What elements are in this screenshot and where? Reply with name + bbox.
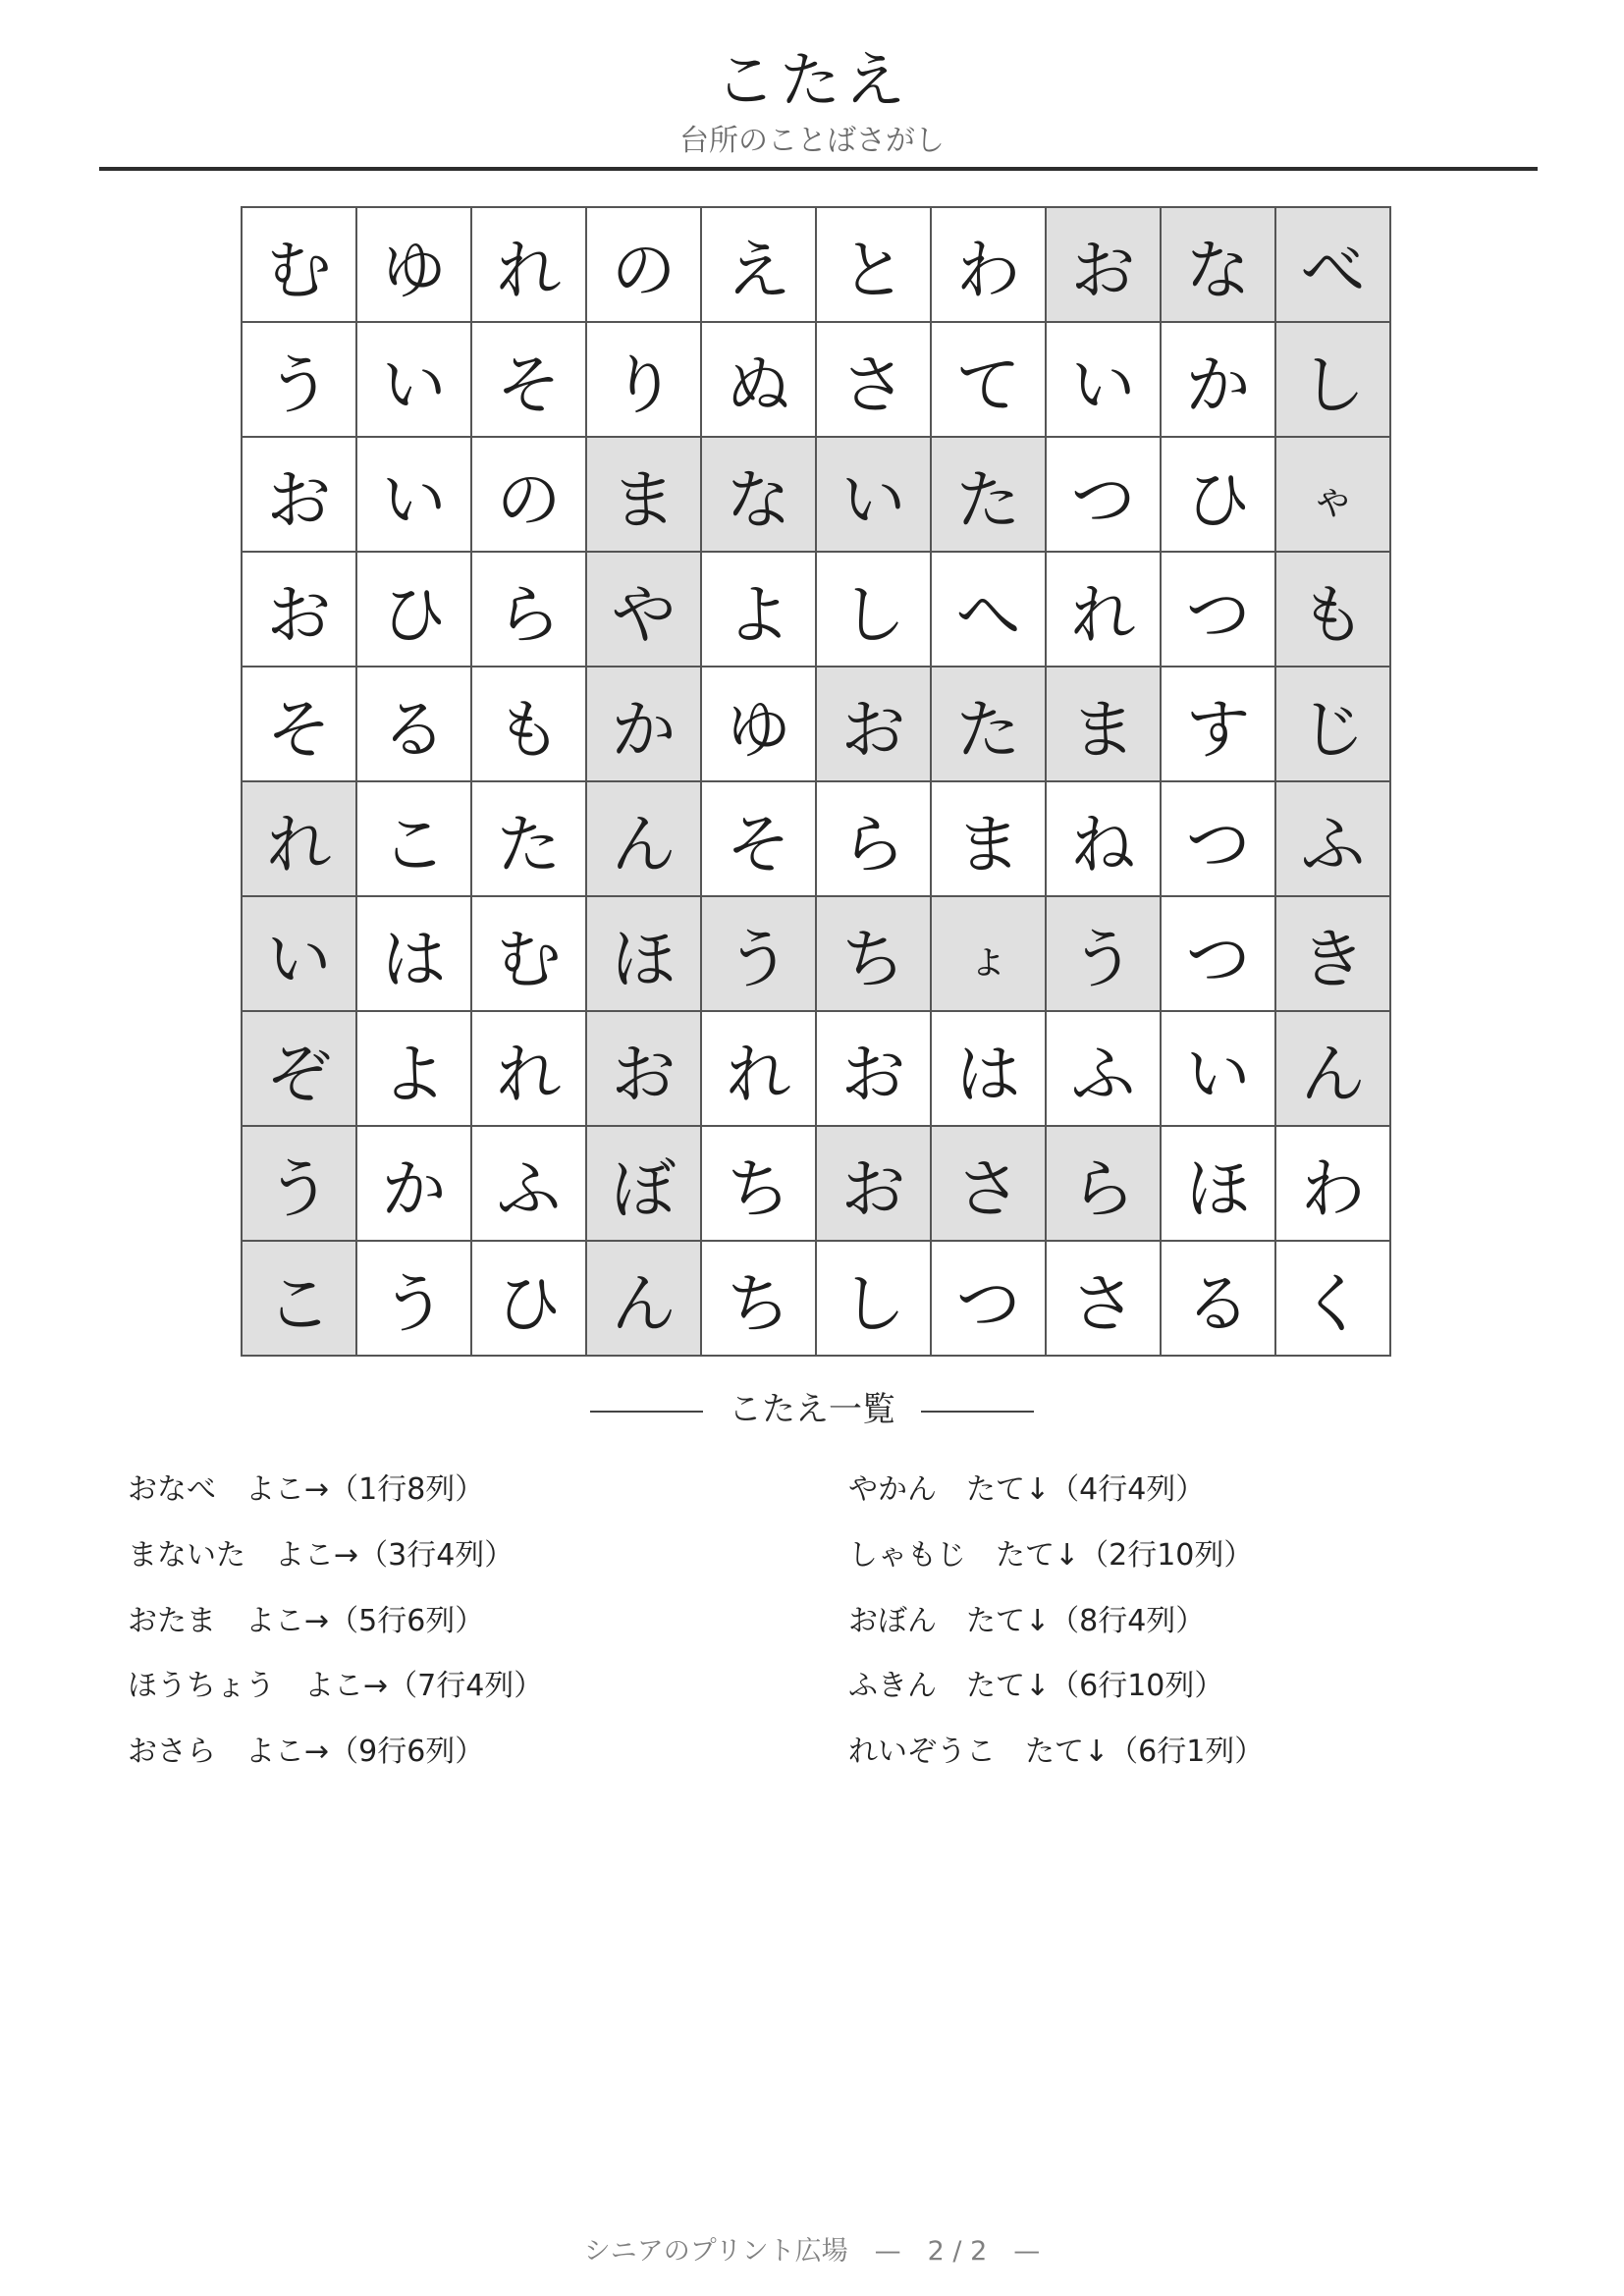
grid-cell: お xyxy=(242,552,356,667)
answer-item: ふきん たて↓（6行10列） xyxy=(848,1669,1224,1704)
grid-cell: か xyxy=(356,1126,471,1241)
grid-cell: て xyxy=(931,322,1046,437)
grid-cell: か xyxy=(1161,322,1275,437)
grid-cell: ぞ xyxy=(242,1011,356,1126)
grid-cell: ょ xyxy=(931,896,1046,1011)
grid-cell: ま xyxy=(586,437,701,552)
grid-cell: ん xyxy=(586,1241,701,1356)
answer-item: まないた よこ→（3行4列） xyxy=(128,1537,514,1573)
grid-cell: お xyxy=(816,1126,931,1241)
grid-cell: お xyxy=(1046,207,1161,322)
grid-cell: む xyxy=(242,207,356,322)
grid-cell: ふ xyxy=(471,1126,586,1241)
grid-cell: れ xyxy=(471,207,586,322)
grid-cell: う xyxy=(242,1126,356,1241)
grid-cell: る xyxy=(1161,1241,1275,1356)
grid-cell: や xyxy=(586,552,701,667)
grid-cell: よ xyxy=(701,552,816,667)
answer-item: しゃもじ たて↓（2行10列） xyxy=(848,1537,1254,1573)
grid-row xyxy=(242,896,1390,1011)
grid-cell: い xyxy=(1046,322,1161,437)
grid-cell: そ xyxy=(242,667,356,781)
grid-cell: る xyxy=(356,667,471,781)
page-title: こたえ xyxy=(714,44,909,116)
grid-cell: む xyxy=(471,896,586,1011)
grid-row xyxy=(242,207,1390,322)
grid-cell: く xyxy=(1275,1241,1390,1356)
grid-cell: ゃ xyxy=(1275,437,1390,552)
grid-cell: さ xyxy=(1046,1241,1161,1356)
grid-cell: は xyxy=(356,896,471,1011)
grid-cell: ひ xyxy=(356,552,471,667)
grid-row xyxy=(242,437,1390,552)
grid-cell: れ xyxy=(701,1011,816,1126)
heading-rule-right xyxy=(921,1411,1034,1413)
grid-cell: い xyxy=(242,896,356,1011)
grid-cell: ゆ xyxy=(356,207,471,322)
grid-cell: れ xyxy=(242,781,356,896)
grid-cell: も xyxy=(1275,552,1390,667)
answers-heading xyxy=(0,1386,1624,1433)
grid-cell: と xyxy=(816,207,931,322)
grid-cell: い xyxy=(1161,1011,1275,1126)
page-subtitle: 台所のことばさがし xyxy=(679,124,945,158)
answer-item: おなべ よこ→（1行8列） xyxy=(128,1472,485,1507)
grid-cell: う xyxy=(356,1241,471,1356)
grid-cell: な xyxy=(1161,207,1275,322)
grid-row xyxy=(242,1126,1390,1241)
grid-cell: き xyxy=(1275,896,1390,1011)
grid-cell: え xyxy=(701,207,816,322)
grid-row xyxy=(242,552,1390,667)
grid-row xyxy=(242,322,1390,437)
heading-rule-left xyxy=(590,1411,703,1413)
grid-cell: ら xyxy=(816,781,931,896)
grid-cell: へ xyxy=(931,552,1046,667)
answers-column-vertical xyxy=(848,1467,1264,1794)
word-search-grid xyxy=(241,206,1391,1357)
grid-cell: じ xyxy=(1275,667,1390,781)
grid-cell: し xyxy=(816,1241,931,1356)
grid-cell: お xyxy=(816,667,931,781)
grid-cell: お xyxy=(242,437,356,552)
grid-cell: ね xyxy=(1046,781,1161,896)
grid-cell: ほ xyxy=(586,896,701,1011)
grid-cell: ち xyxy=(816,896,931,1011)
answers-heading-text: こたえ一覧 xyxy=(729,1390,895,1429)
grid-cell: ひ xyxy=(1161,437,1275,552)
grid-cell: れ xyxy=(471,1011,586,1126)
grid-cell: し xyxy=(816,552,931,667)
answers-column-horizontal xyxy=(128,1467,543,1794)
grid-cell: こ xyxy=(242,1241,356,1356)
grid-cell: さ xyxy=(931,1126,1046,1241)
grid-cell: つ xyxy=(1046,437,1161,552)
answer-item: おたま よこ→（5行6列） xyxy=(128,1603,485,1638)
grid-cell: し xyxy=(1275,322,1390,437)
grid-cell: は xyxy=(931,1011,1046,1126)
grid-cell: も xyxy=(471,667,586,781)
grid-row xyxy=(242,1011,1390,1126)
grid-cell: べ xyxy=(1275,207,1390,322)
grid-cell: の xyxy=(586,207,701,322)
grid-cell: の xyxy=(471,437,586,552)
grid-cell: い xyxy=(816,437,931,552)
grid-cell: た xyxy=(931,437,1046,552)
grid-cell: い xyxy=(356,322,471,437)
grid-cell: ち xyxy=(701,1126,816,1241)
grid-cell: ゆ xyxy=(701,667,816,781)
answer-item: れいぞうこ たて↓（6行1列） xyxy=(848,1735,1265,1770)
grid-row xyxy=(242,667,1390,781)
grid-cell: れ xyxy=(1046,552,1161,667)
grid-cell: た xyxy=(471,781,586,896)
grid-cell: お xyxy=(816,1011,931,1126)
grid-row xyxy=(242,1241,1390,1356)
grid-cell: ま xyxy=(931,781,1046,896)
grid-cell: ん xyxy=(1275,1011,1390,1126)
grid-cell: ら xyxy=(1046,1126,1161,1241)
grid-cell: り xyxy=(586,322,701,437)
grid-cell: ん xyxy=(586,781,701,896)
grid-cell: つ xyxy=(1161,781,1275,896)
grid-cell: う xyxy=(242,322,356,437)
grid-cell: い xyxy=(356,437,471,552)
grid-cell: ふ xyxy=(1046,1011,1161,1126)
grid-cell: わ xyxy=(1275,1126,1390,1241)
grid-cell: す xyxy=(1161,667,1275,781)
grid-cell: ち xyxy=(701,1241,816,1356)
page-footer: シニアのプリント広場 — 2 / 2 — xyxy=(583,2236,1041,2267)
grid-cell: お xyxy=(586,1011,701,1126)
grid-cell: か xyxy=(586,667,701,781)
grid-cell: ふ xyxy=(1275,781,1390,896)
grid-cell: よ xyxy=(356,1011,471,1126)
header-divider xyxy=(99,167,1538,171)
grid-cell: ひ xyxy=(471,1241,586,1356)
grid-cell: う xyxy=(1046,896,1161,1011)
grid-cell: こ xyxy=(356,781,471,896)
grid-cell: つ xyxy=(1161,552,1275,667)
answer-item: おぼん たて↓（8行4列） xyxy=(848,1603,1206,1638)
grid-cell: ほ xyxy=(1161,1126,1275,1241)
grid-cell: そ xyxy=(471,322,586,437)
grid-cell: た xyxy=(931,667,1046,781)
answer-item: おさら よこ→（9行6列） xyxy=(128,1735,485,1770)
grid-cell: わ xyxy=(931,207,1046,322)
grid-cell: ぼ xyxy=(586,1126,701,1241)
grid-cell: つ xyxy=(931,1241,1046,1356)
grid-cell: ぬ xyxy=(701,322,816,437)
grid-cell: ら xyxy=(471,552,586,667)
grid-cell: そ xyxy=(701,781,816,896)
grid-cell: う xyxy=(701,896,816,1011)
answer-item: ほうちょう よこ→（7行4列） xyxy=(128,1669,544,1704)
grid-cell: ま xyxy=(1046,667,1161,781)
grid-cell: さ xyxy=(816,322,931,437)
grid-cell: な xyxy=(701,437,816,552)
grid-row xyxy=(242,781,1390,896)
answer-item: やかん たて↓（4行4列） xyxy=(848,1472,1206,1507)
grid-cell: つ xyxy=(1161,896,1275,1011)
